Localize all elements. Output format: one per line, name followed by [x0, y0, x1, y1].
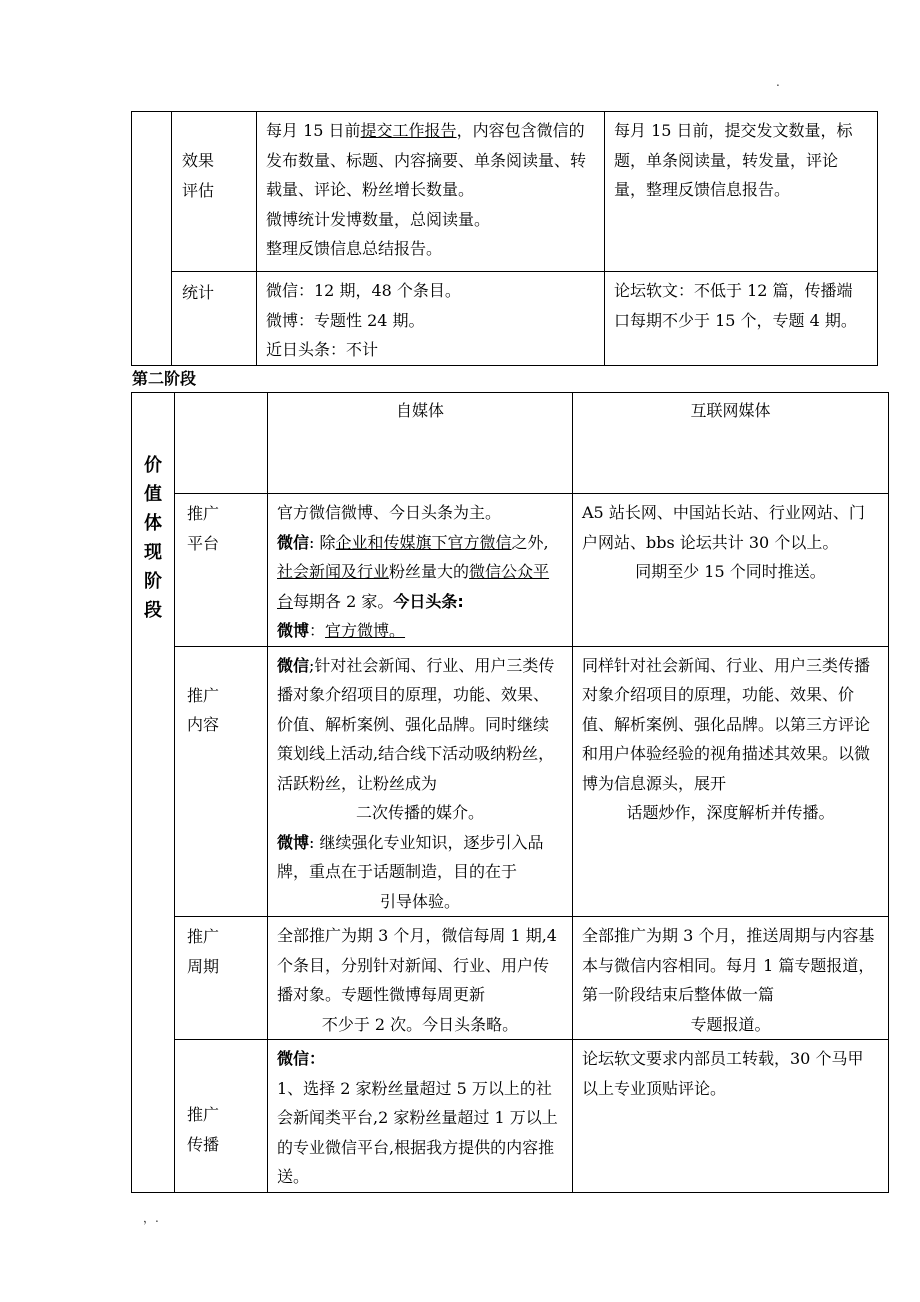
statistics-label: 统计 [172, 272, 257, 366]
column-header-internet-media: 互联网媒体 [573, 393, 889, 494]
cycle-internet-media-cell: 全部推广为期 3 个月，推送周期与内容基本与微信内容相同。每月 1 篇专题报道，第一阶段结束后整体做一篇 专题报道。 [573, 917, 889, 1040]
statistics-self-media-cell: 微信：12 期，48 个条目。 微博：专题性 24 期。 近日头条：不计 [257, 272, 605, 366]
cycle-self-media-cell: 全部推广为期 3 个月，微信每周 1 期,4 个条目，分别针对新闻、行业、用户传播对象。专题性微博每周更新 不少于 2 次。今日头条略。 [268, 917, 573, 1040]
cycle-row [132, 917, 889, 1040]
value-stage-vertical-label: 价 值 体 现 阶 段 [132, 393, 175, 1193]
evaluation-internet-media-cell: 每月 15 日前，提交发文数量，标题，单条阅读量，转发量，评论量，整理反馈信息报告。 [605, 112, 878, 272]
platform-self-media-cell: 官方微信微博、今日头条为主。 微信: 除企业和传媒旗下官方微信之外,社会新闻及行业粉丝量大的微信公众平台每期各 2 家。今日头条: 微博：官方微博。 [268, 494, 573, 647]
header-empty-cell [175, 393, 268, 494]
statistics-internet-media-cell: 论坛软文：不低于 12 篇，传播端口每期不少于 15 个，专题 4 期。 [605, 272, 878, 366]
stage-one-table-continued [131, 111, 878, 366]
spread-row [132, 1040, 889, 1193]
content-label: 推广 内容 [175, 646, 268, 917]
cycle-label: 推广 周期 [175, 917, 268, 1040]
spread-self-media-cell: 微信： 1、选择 2 家粉丝量超过 5 万以上的社会新闻类平台,2 家粉丝量超过 1 万以上的专业微信平台,根据我方提供的内容推送。 [268, 1040, 573, 1193]
evaluation-label: 效果 评估 [172, 112, 257, 272]
top-page-mark: . [776, 75, 780, 89]
header-row [132, 393, 889, 494]
content-row [132, 646, 889, 917]
report-link-text: 提交工作报告 [360, 121, 457, 140]
stage-label-cell [132, 112, 172, 366]
evaluation-self-media-cell: 每月 15 日前提交工作报告，内容包含微信的发布数量、标题、内容摘要、单条阅读量、转载量、评论、粉丝增长数量。 微博统计发博数量，总阅读量。 整理反馈信息总结报告。 [257, 112, 605, 272]
content-self-media-cell: 微信;针对社会新闻、行业、用户三类传播对象介绍项目的原理，功能、效果、价值、解析案例、强化品牌。同时继续策划线上活动,结合线下活动吸纳粉丝，活跃粉丝，让粉丝成为 二次传播的媒介。 微博: 继续强化专业知识，逐步引入品牌，重点在于话题制造，目的在于 引导体验。 [268, 646, 573, 917]
bottom-page-mark: ，. [143, 1211, 159, 1225]
platform-internet-media-cell: A5 站长网、中国站长站、行业网站、门户网站、bbs 论坛共计 30 个以上。 同期至少 15 个同时推送。 [573, 494, 889, 647]
platform-label: 推广 平台 [175, 494, 268, 647]
stage-two-table [131, 392, 889, 1193]
stage-two-heading: 第二阶段 [132, 369, 197, 388]
spread-label: 推广 传播 [175, 1040, 268, 1193]
statistics-row [132, 272, 878, 366]
column-header-self-media: 自媒体 [268, 393, 573, 494]
content-internet-media-cell: 同样针对社会新闻、行业、用户三类传播对象介绍项目的原理，功能、效果、价值、解析案例、强化品牌。以第三方评论和用户体验经验的视角描述其效果。以微博为信息源头，展开 话题炒作，深度解析并传播。 [573, 646, 889, 917]
spread-internet-media-cell: 论坛软文要求内部员工转载，30 个马甲以上专业顶贴评论。 [573, 1040, 889, 1193]
evaluation-row [132, 112, 878, 272]
platform-row [132, 494, 889, 647]
